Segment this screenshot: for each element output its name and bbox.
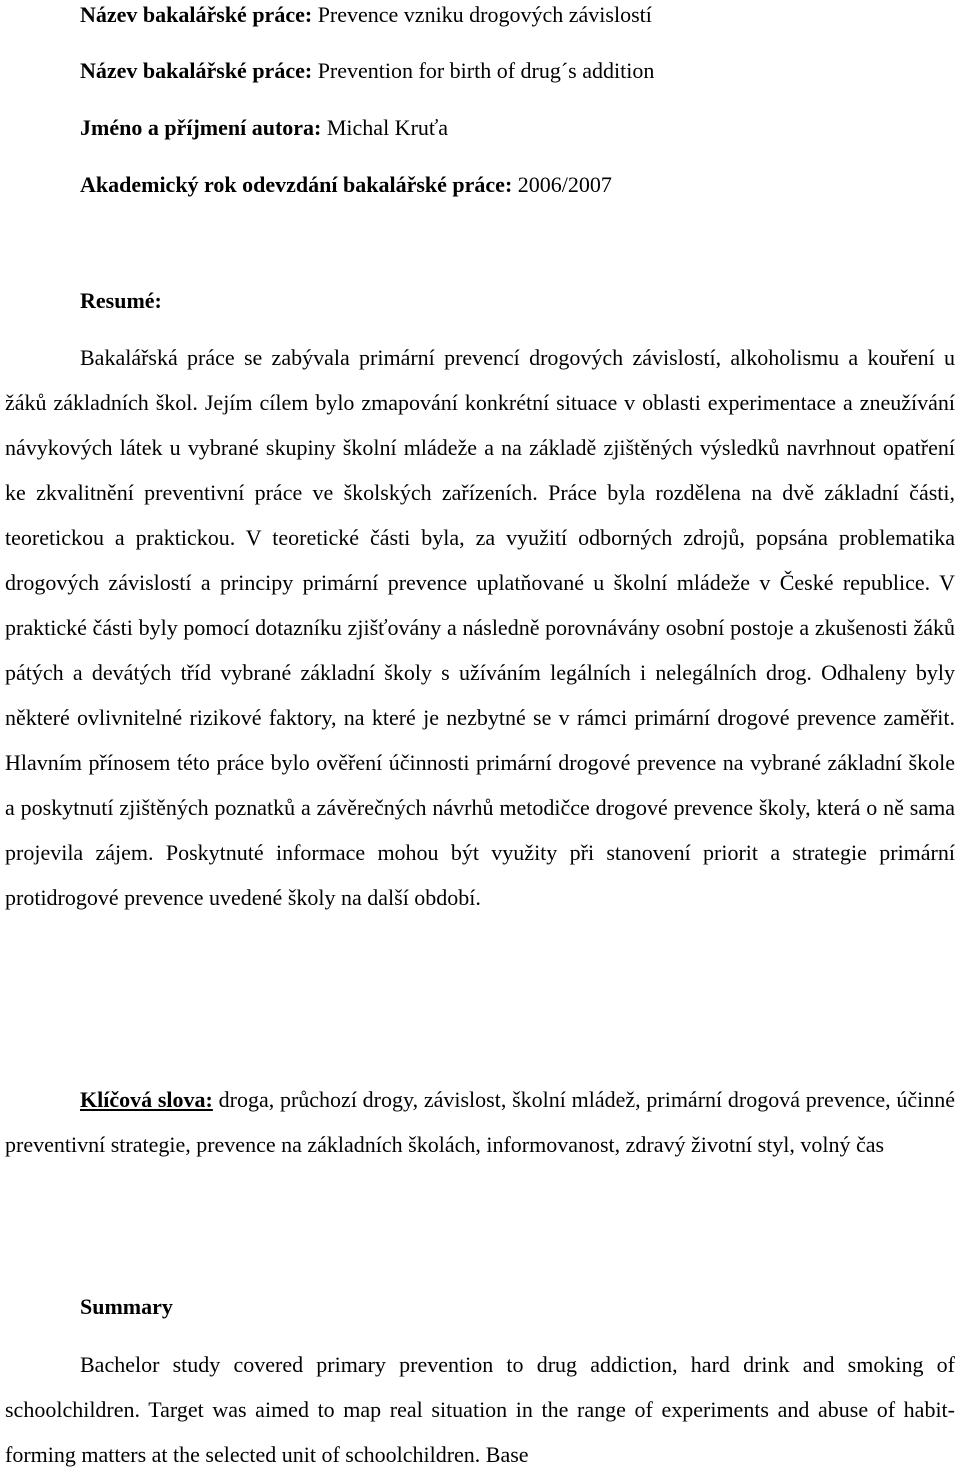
keywords-text: droga, průchozí drogy, závislost, školní mládež, primární drogová prevence, účinné preventivní strategie, prevence na základních školách, informovanost, zdravý životní styl, volný čas — [5, 1087, 956, 1157]
author-value: Michal Kruťa — [326, 115, 449, 140]
summary-heading: Summary — [80, 1294, 173, 1319]
author-line — [80, 115, 448, 141]
keywords-label: Klíčová slova: — [80, 1087, 213, 1112]
thesis-title-cz-value: Prevence vzniku drogových závislostí — [317, 2, 652, 27]
thesis-title-cz — [80, 2, 652, 28]
summary-text: Bachelor study covered primary prevention to drug addiction, hard drink and smoking of schoolchildren. Target was aimed to map real situation in the range of experiments and abuse of habit-forming matters at the selected unit of schoolchildren. Base — [5, 1352, 955, 1467]
thesis-title-en-label: Název bakalářské práce: — [80, 58, 313, 83]
year-line — [80, 172, 612, 198]
keywords-paragraph — [5, 1077, 955, 1167]
thesis-title-en — [80, 58, 654, 84]
year-value: 2006/2007 — [517, 172, 612, 197]
author-label: Jméno a příjmení autora: — [80, 115, 322, 140]
year-label: Akademický rok odevzdání bakalářské práce: — [80, 172, 513, 197]
resume-text: Bakalářská práce se zabývala primární prevencí drogových závislostí, alkoholismu a kouření u žáků základních škol. Jejím cílem bylo zmapování konkrétní situace v oblasti experimentace a zneužívání návykových látek u vybrané skupiny školní mládeže a na základě zjištěných výsledků navrhnout opatření ke zkvalitnění preventivní práce ve školských zařízeních. Práce byla rozdělena na dvě základní části, teoretickou a praktickou. V teoretické části byla, za využití odborných zdrojů, popsána problematika drogových závislostí a principy primární prevence uplatňované u školní mládeže v České republice. V praktické části byly pomocí dotazníku zjišťovány a následně porovnávány osobní postoje a zkušenosti žáků pátých a devátých tříd vybrané základní školy s užíváním legálních i nelegálních drog. Odhaleny byly některé ovlivnitelné rizikové faktory, na které je nezbytné se v rámci primární drogové prevence zaměřit. Hlavním přínosem této práce bylo ověření účinnosti primární drogové prevence na vybrané základní škole a poskytnutí zjištěných poznatků a závěrečných návrhů metodičce drogové prevence školy, která o ně sama projevila zájem. Poskytnuté informace mohou být využity při stanovení priorit a strategie primární protidrogové prevence uvedené školy na další období. — [5, 345, 955, 910]
resume-heading: Resumé: — [80, 288, 162, 313]
thesis-title-en-value: Prevention for birth of drug´s addition — [317, 58, 655, 83]
thesis-title-cz-label: Název bakalářské práce: — [80, 2, 313, 27]
